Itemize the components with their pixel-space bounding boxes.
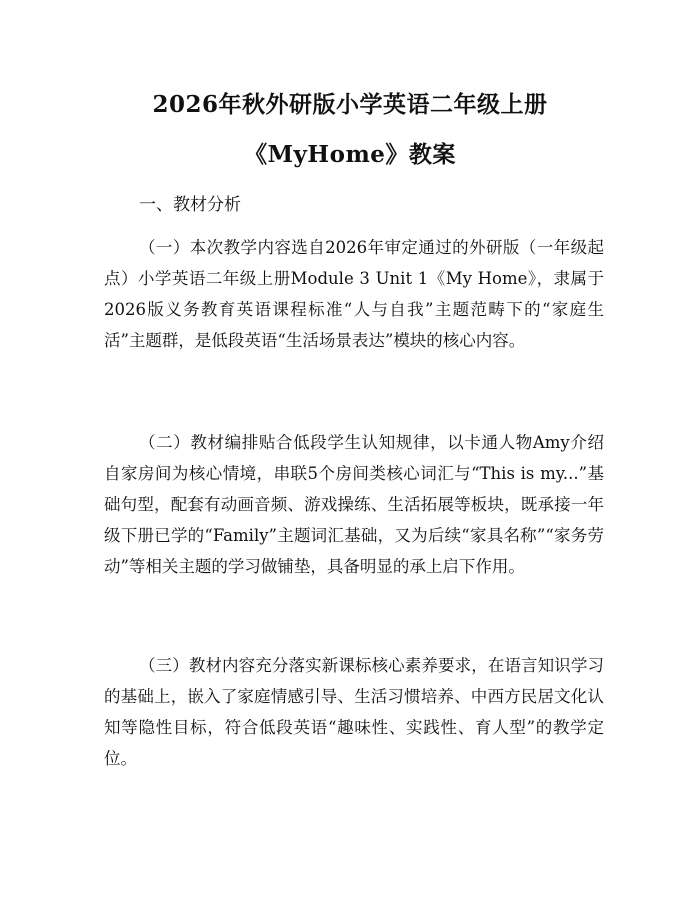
document-title-line-1: 2026年秋外研版小学英语二年级上册 — [152, 91, 548, 118]
paragraph-2: （二）教材编排贴合低段学生认知规律，以卡通人物Amy介绍自家房间为核心情境，串联5个房间类核心词汇与“This is my...”基础句型，配套有动画音频、游戏操练、生活拓展等板块，既承接一年级下册已学的“Family”主题词汇基础，又为后续“家具名称”“家务劳动”等相关主题的学习做铺垫，具备明显的承上启下作用。 — [104, 433, 604, 576]
paragraph-1: （一）本次教学内容选自2026年审定通过的外研版（一年级起点）小学英语二年级上册Module 3 Unit 1《My Home》，隶属于2026版义务教育英语课程标准“人与自我”主题范畴下的“家庭生活”主题群，是低段英语“生活场景表达”模块的核心内容。 — [104, 238, 604, 350]
section-heading: 一、教材分析 — [139, 195, 241, 215]
paragraph-3: （三）教材内容充分落实新课标核心素养要求，在语言知识学习的基础上，嵌入了家庭情感引导、生活习惯培养、中西方民居文化认知等隐性目标，符合低段英语“趣味性、实践性、育人型”的教学定位。 — [104, 656, 604, 768]
document-title-line-2: 《MyHome》教案 — [244, 141, 456, 168]
